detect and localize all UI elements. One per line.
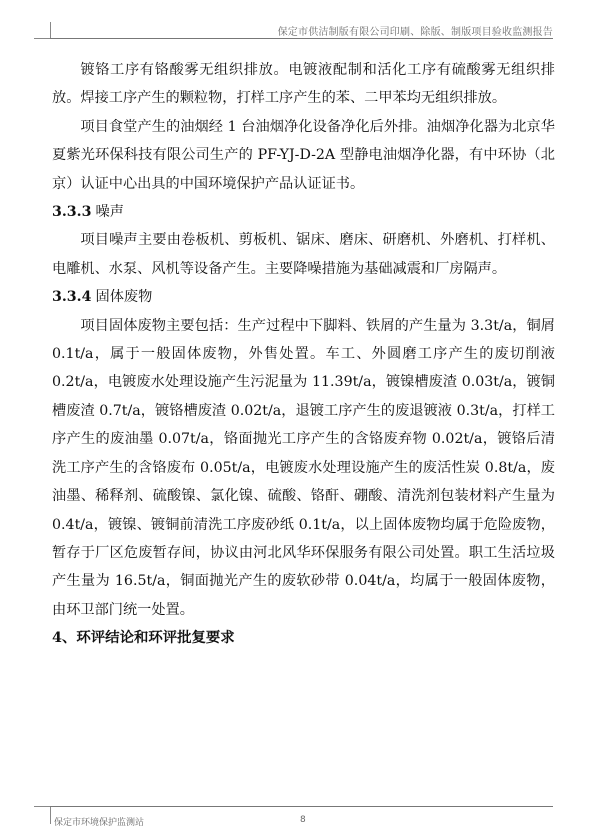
paragraph-kitchen-fumes: 项目食堂产生的油烟经 1 台油烟净化设备净化后外排。油烟净化器为北京华夏紫光环保科技有限公司生产的 PF-YJ-D-2A 型静电油烟净化器，有中环协（北京）认证中心出具的中国环境保护产品认证证书。: [52, 118, 555, 192]
paragraph-solid-waste: 项目固体废物主要包括：生产过程中下脚料、铁屑的产生量为 3.3t/a，铜屑 0.1t/a，属于一般固体废物，外售处置。车工、外圆磨工序产生的废切削液 0.2t/a，电镀废水处理设施产生污泥量为 11.39t/a，镀镍槽废渣 0.03t/a，镀铜槽废渣 0.7t/a，镀铬槽废渣 0.02t/a，退镀工序产生的废退镀液 0.3t/a，打样工序产生的废油墨 0.07t/a，铬面抛光工序产生的含铬废弃物 0.02t/a，镀铬后清洗工序产生的含铬废布 0.05t/a，电镀废水处理设施产生的废活性炭 0.8t/a，废油墨、稀释剂、硫酸镍、氯化镍、硫酸、铬酐、硼酸、清洗剂包装材料产生量为 0.4t/a，镀镍、镀铜前清洗工序废砂纸 0.1t/a，以上固体废物均属于危险废物，暂存于厂区危废暂存间，协议由河北风华环保服务有限公司处置。职工生活垃圾产生量为 16.5t/a，铜面抛光产生的废软砂带 0.04t/a，均属于一般固体废物，由环卫部门统一处置。: [52, 317, 555, 618]
heading-noise-number: 3.3.3: [52, 204, 92, 221]
heading-section-4: 4、环评结论和环评批复要求: [52, 629, 235, 647]
page-number: 8: [300, 815, 306, 825]
footer-organization: 保定市环境保护监测站: [54, 818, 145, 828]
heading-noise: [52, 198, 555, 226]
heading-solid-waste-number: 3.3.4: [52, 289, 92, 306]
header-rule: [50, 38, 553, 39]
paragraph-noise: 项目噪声主要由卷板机、剪板机、锯床、磨床、研磨机、外磨机、打样机、电雕机、水泵、风机等设备产生。主要降噪措施为基础减震和厂房隔声。: [52, 232, 555, 277]
footer-rule: [50, 806, 553, 807]
crop-mark-top-left-v: [50, 22, 51, 38]
report-body: [52, 56, 555, 653]
heading-solid-waste-text: 固体废物: [95, 289, 153, 306]
heading-solid-waste: [52, 283, 555, 311]
crop-mark-bottom-left-v: [50, 806, 51, 824]
paragraph-emissions: 镀铬工序有铬酸雾无组织排放。电镀液配制和活化工序有硫酸雾无组织排放。焊接工序产生的颗粒物，打样工序产生的苯、二甲苯均无组织排放。: [52, 62, 555, 107]
heading-noise-text: 噪声: [95, 204, 124, 221]
page-header-title: 保定市供洁制版有限公司印刷、除版、制版项目验收监测报告: [277, 27, 553, 38]
crop-mark-bottom-left-h: [34, 806, 50, 807]
crop-mark-top-left-h: [34, 38, 50, 39]
